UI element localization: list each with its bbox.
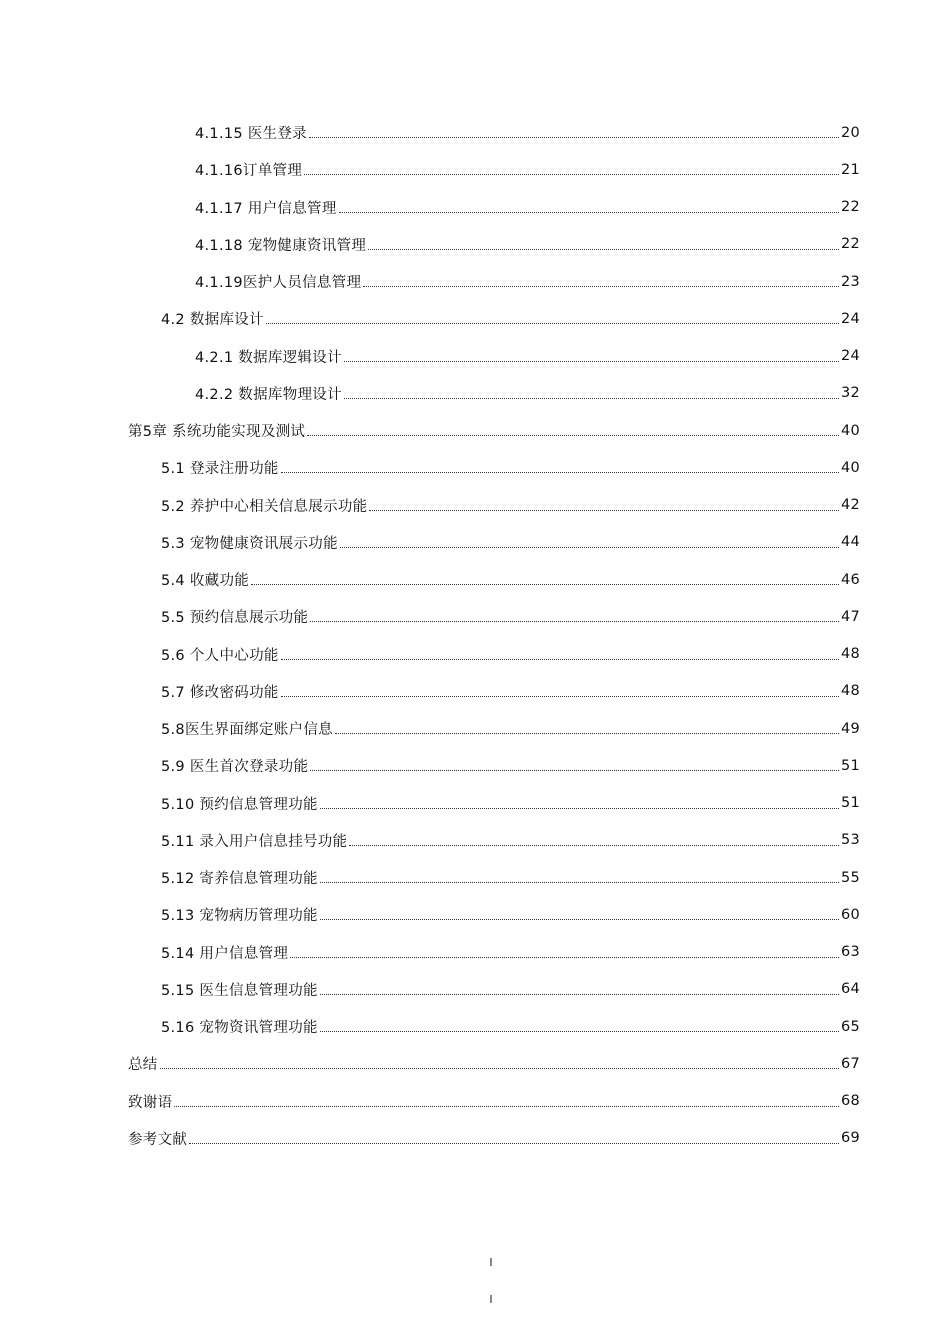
toc-entry-page: 65 xyxy=(841,1018,861,1035)
toc-leader xyxy=(266,323,839,324)
toc-leader xyxy=(335,733,839,734)
toc-entry-title: 5.8医生界面绑定账户信息 xyxy=(161,722,333,739)
toc-entry-page: 60 xyxy=(841,906,861,923)
toc-entry-title: 5.6 个人中心功能 xyxy=(161,647,279,664)
toc-entry-title: 5.11 录入用户信息挂号功能 xyxy=(161,833,348,850)
toc-leader xyxy=(281,659,839,660)
toc-entry-page: 53 xyxy=(841,832,861,849)
table-of-contents xyxy=(0,114,950,1157)
toc-entry[interactable] xyxy=(0,151,950,188)
toc-entry[interactable] xyxy=(0,226,950,263)
toc-entry-page: 48 xyxy=(841,646,861,663)
toc-leader xyxy=(281,472,839,473)
toc-entry[interactable] xyxy=(0,971,950,1008)
toc-leader xyxy=(281,696,839,697)
toc-leader xyxy=(340,547,839,548)
toc-entry[interactable] xyxy=(0,934,950,971)
toc-entry-page: 20 xyxy=(841,124,861,141)
toc-entry-title: 5.4 收藏功能 xyxy=(161,573,250,590)
toc-entry[interactable] xyxy=(0,449,950,486)
toc-entry-page: 40 xyxy=(841,459,861,476)
toc-entry[interactable] xyxy=(0,189,950,226)
toc-entry[interactable] xyxy=(0,412,950,449)
toc-entry[interactable] xyxy=(0,598,950,635)
toc-entry-title: 4.1.18 宠物健康资讯管理 xyxy=(195,237,367,254)
toc-leader xyxy=(344,398,839,399)
toc-entry-page: 51 xyxy=(841,757,861,774)
toc-leader xyxy=(160,1068,839,1069)
toc-entry-page: 68 xyxy=(841,1093,861,1110)
toc-entry[interactable] xyxy=(0,375,950,412)
toc-entry[interactable] xyxy=(0,1083,950,1120)
toc-entry-title: 5.15 医生信息管理功能 xyxy=(161,982,318,999)
toc-entry[interactable] xyxy=(0,747,950,784)
toc-entry[interactable] xyxy=(0,673,950,710)
toc-entry-page: 21 xyxy=(841,161,861,178)
toc-entry-page: 69 xyxy=(841,1130,861,1147)
toc-leader xyxy=(368,249,839,250)
toc-entry-page: 47 xyxy=(841,608,861,625)
toc-entry[interactable] xyxy=(0,1045,950,1082)
toc-entry[interactable] xyxy=(0,263,950,300)
toc-entry-page: 23 xyxy=(841,273,861,290)
toc-leader xyxy=(309,137,839,138)
toc-entry-page: 22 xyxy=(841,236,861,253)
toc-entry[interactable] xyxy=(0,114,950,151)
toc-entry-title: 第5章 系统功能实现及测试 xyxy=(128,424,306,441)
toc-entry-page: 24 xyxy=(841,310,861,327)
toc-entry-title: 5.3 宠物健康资讯展示功能 xyxy=(161,535,338,552)
toc-entry-title: 4.1.15 医生登录 xyxy=(195,126,308,143)
toc-leader xyxy=(310,770,839,771)
toc-entry[interactable] xyxy=(0,636,950,673)
toc-leader xyxy=(320,808,839,809)
toc-leader xyxy=(304,174,839,175)
toc-entry-title: 参考文献 xyxy=(128,1131,188,1148)
toc-entry[interactable] xyxy=(0,524,950,561)
toc-entry-page: 42 xyxy=(841,497,861,514)
toc-entry-page: 32 xyxy=(841,385,861,402)
toc-leader xyxy=(369,510,839,511)
toc-entry-page: 64 xyxy=(841,981,861,998)
toc-entry-title: 5.13 宠物病历管理功能 xyxy=(161,908,318,925)
toc-entry[interactable] xyxy=(0,822,950,859)
toc-entry-title: 5.5 预约信息展示功能 xyxy=(161,610,309,627)
toc-entry[interactable] xyxy=(0,487,950,524)
toc-entry-page: 67 xyxy=(841,1055,861,1072)
toc-leader xyxy=(320,994,839,995)
toc-entry-page: 48 xyxy=(841,683,861,700)
toc-entry-title: 4.1.16订单管理 xyxy=(195,163,303,180)
toc-entry-title: 5.16 宠物资讯管理功能 xyxy=(161,1020,318,1037)
toc-entry[interactable] xyxy=(0,300,950,337)
toc-entry-page: 63 xyxy=(841,944,861,961)
toc-entry-page: 44 xyxy=(841,534,861,551)
toc-entry-title: 4.2.2 数据库物理设计 xyxy=(195,386,342,403)
toc-entry-title: 5.12 寄养信息管理功能 xyxy=(161,871,318,888)
toc-entry-title: 4.1.19医护人员信息管理 xyxy=(195,275,362,292)
toc-entry-title: 5.7 修改密码功能 xyxy=(161,684,279,701)
toc-entry-page: 55 xyxy=(841,869,861,886)
toc-entry-title: 4.1.17 用户信息管理 xyxy=(195,200,337,217)
toc-entry-page: 24 xyxy=(841,348,861,365)
toc-entry-page: 49 xyxy=(841,720,861,737)
toc-leader xyxy=(251,584,839,585)
toc-leader xyxy=(174,1106,839,1107)
toc-entry-title: 5.9 医生首次登录功能 xyxy=(161,759,309,776)
toc-leader xyxy=(189,1143,839,1144)
page-number-roman: I xyxy=(489,1293,493,1306)
toc-leader xyxy=(320,1031,839,1032)
toc-entry-title: 致谢语 xyxy=(128,1094,173,1111)
toc-entry-title: 5.14 用户信息管理 xyxy=(161,945,289,962)
toc-leader xyxy=(363,286,839,287)
toc-entry-title: 5.1 登录注册功能 xyxy=(161,461,279,478)
toc-entry[interactable] xyxy=(0,896,950,933)
toc-entry-title: 总结 xyxy=(128,1057,158,1074)
toc-entry-page: 46 xyxy=(841,571,861,588)
toc-entry-page: 40 xyxy=(841,422,861,439)
toc-leader xyxy=(310,621,839,622)
toc-leader xyxy=(349,845,839,846)
toc-leader xyxy=(320,882,839,883)
toc-leader xyxy=(344,361,839,362)
toc-entry[interactable] xyxy=(0,1008,950,1045)
page-number-roman: I xyxy=(489,1256,493,1269)
toc-entry-title: 4.2 数据库设计 xyxy=(161,312,264,329)
toc-entry-page: 22 xyxy=(841,199,861,216)
toc-entry-page: 51 xyxy=(841,795,861,812)
toc-entry-title: 5.2 养护中心相关信息展示功能 xyxy=(161,498,368,515)
toc-entry-title: 4.2.1 数据库逻辑设计 xyxy=(195,349,342,366)
toc-entry[interactable] xyxy=(0,1120,950,1157)
toc-entry[interactable] xyxy=(0,710,950,747)
toc-leader xyxy=(339,212,839,213)
toc-leader xyxy=(320,919,839,920)
toc-entry-title: 5.10 预约信息管理功能 xyxy=(161,796,318,813)
toc-entry[interactable] xyxy=(0,785,950,822)
toc-leader xyxy=(290,957,839,958)
toc-leader xyxy=(307,435,839,436)
toc-entry[interactable] xyxy=(0,561,950,598)
toc-entry[interactable] xyxy=(0,859,950,896)
toc-entry[interactable] xyxy=(0,338,950,375)
